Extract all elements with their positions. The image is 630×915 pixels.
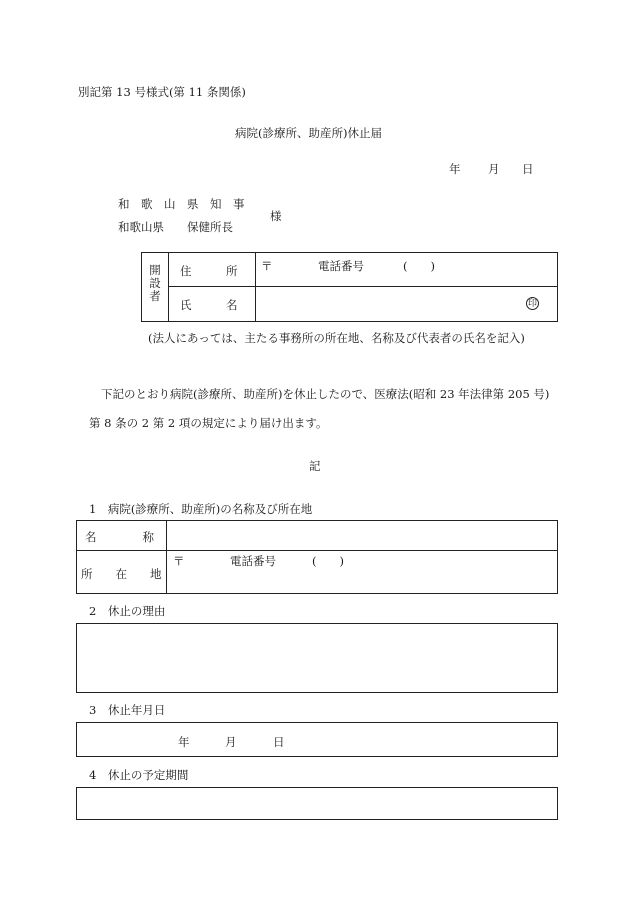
- founder-phone-label: 電話番号: [318, 259, 364, 273]
- section-2-heading: 2 休止の理由: [89, 604, 166, 618]
- seal-icon: 印: [527, 299, 537, 309]
- suspension-day-label: 日: [273, 735, 285, 749]
- facility-postal-mark: 〒: [173, 554, 185, 568]
- date-day-label: 日: [522, 162, 534, 176]
- addressee-honorific: 様: [270, 209, 282, 223]
- facility-name-label: 名 称: [85, 530, 154, 544]
- corporate-note: (法人にあっては、主たる事務所の所在地、名称及び代表者の氏名を記入): [148, 331, 525, 345]
- addressee-health-center: 和歌山県 保健所長: [118, 220, 233, 234]
- founder-address-label: 住 所: [180, 264, 238, 278]
- section-4-heading: 4 休止の予定期間: [89, 768, 189, 782]
- founder-postal-mark: 〒: [261, 259, 273, 273]
- facility-phone-paren: ( ): [312, 554, 344, 568]
- founder-name-label: 氏 名: [180, 298, 238, 312]
- suspension-date-box[interactable]: [76, 722, 558, 757]
- suspension-month-label: 月: [225, 735, 237, 749]
- section-3-heading: 3 休止年月日: [89, 703, 166, 717]
- section-1-heading: 1 病院(診療所、助産所)の名称及び所在地: [89, 502, 313, 516]
- addressee-governor: 和 歌 山 県 知 事: [118, 197, 245, 211]
- founder-phone-paren: ( ): [403, 259, 435, 273]
- suspension-reason-box[interactable]: [76, 623, 558, 693]
- date-year-label: 年: [449, 162, 461, 176]
- date-month-label: 月: [488, 162, 500, 176]
- ki-heading: 記: [309, 459, 321, 473]
- suspension-year-label: 年: [178, 735, 190, 749]
- body-text-line-2: 第 8 条の 2 第 2 項の規定により届け出ます。: [89, 416, 328, 430]
- document-title: 病院(診療所、助産所)休止届: [235, 126, 382, 140]
- form-number: 別記第 13 号様式(第 11 条関係): [78, 85, 246, 99]
- founder-group-label: 開設者: [149, 263, 161, 303]
- facility-phone-label: 電話番号: [230, 554, 276, 568]
- facility-location-label: 所 在 地: [81, 567, 162, 581]
- body-text-line-1: 下記のとおり病院(診療所、助産所)を休止したので、医療法(昭和 23 年法律第 205 号): [101, 387, 550, 401]
- planned-period-box[interactable]: [76, 787, 558, 820]
